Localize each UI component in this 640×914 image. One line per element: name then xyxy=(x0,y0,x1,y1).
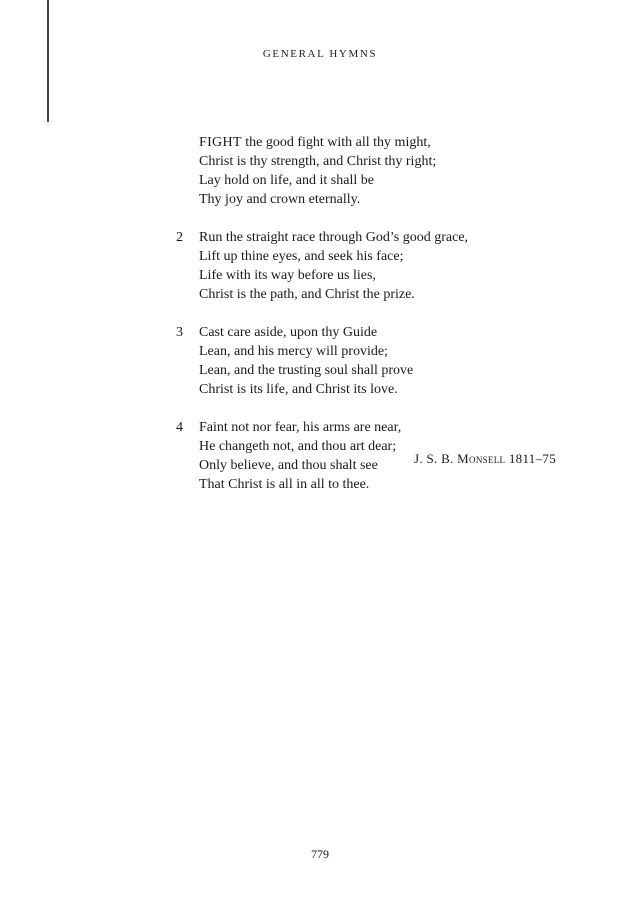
stanza-line: Lift up thine eyes, and seek his face; xyxy=(199,249,404,264)
page-binding-edge xyxy=(47,0,49,122)
stanza-line: Christ is the path, and Christ the prize. xyxy=(199,287,415,302)
stanza-line: Thy joy and crown eternally. xyxy=(199,192,361,207)
stanza-line: Life with its way before us lies, xyxy=(199,268,376,283)
stanza-number: 4 xyxy=(176,420,183,435)
stanza-line-rest: the good fight with all thy might, xyxy=(241,135,431,150)
stanza-line: That Christ is all in all to thee. xyxy=(199,477,370,492)
author-surname: Monsell xyxy=(457,451,506,466)
page-number: 779 xyxy=(311,847,329,861)
stanza-2 xyxy=(176,228,596,304)
stanza-line: Run the straight race through God’s good grace, xyxy=(199,230,469,245)
stanza-line: Faint not nor fear, his arms are near, xyxy=(199,420,402,435)
author-dates: 1811–75 xyxy=(505,451,556,466)
hymn-attribution xyxy=(414,451,556,467)
stanza-line: Lean, and the trusting soul shall prove xyxy=(199,363,414,378)
running-header: GENERAL HYMNS xyxy=(262,48,378,60)
hymn-first-word: FIGHT xyxy=(199,135,242,150)
stanza-line: Christ is its life, and Christ its love. xyxy=(199,382,398,397)
stanza-line: He changeth not, and thou art dear; xyxy=(199,439,397,454)
stanza-number: 3 xyxy=(176,325,183,340)
stanza-1 xyxy=(176,133,596,209)
stanza-line: Lay hold on life, and it shall be xyxy=(199,173,374,188)
author-initials: J. S. B. xyxy=(414,451,458,466)
stanza-line xyxy=(199,133,596,152)
stanza-line: Cast care aside, upon thy Guide xyxy=(199,325,378,340)
stanza-line: Lean, and his mercy will provide; xyxy=(199,344,388,359)
stanza-line: Christ is thy strength, and Christ thy right; xyxy=(199,154,437,169)
stanza-3 xyxy=(176,323,596,399)
stanza-line: Only believe, and thou shalt see xyxy=(199,458,378,473)
stanza-number: 2 xyxy=(176,230,183,245)
